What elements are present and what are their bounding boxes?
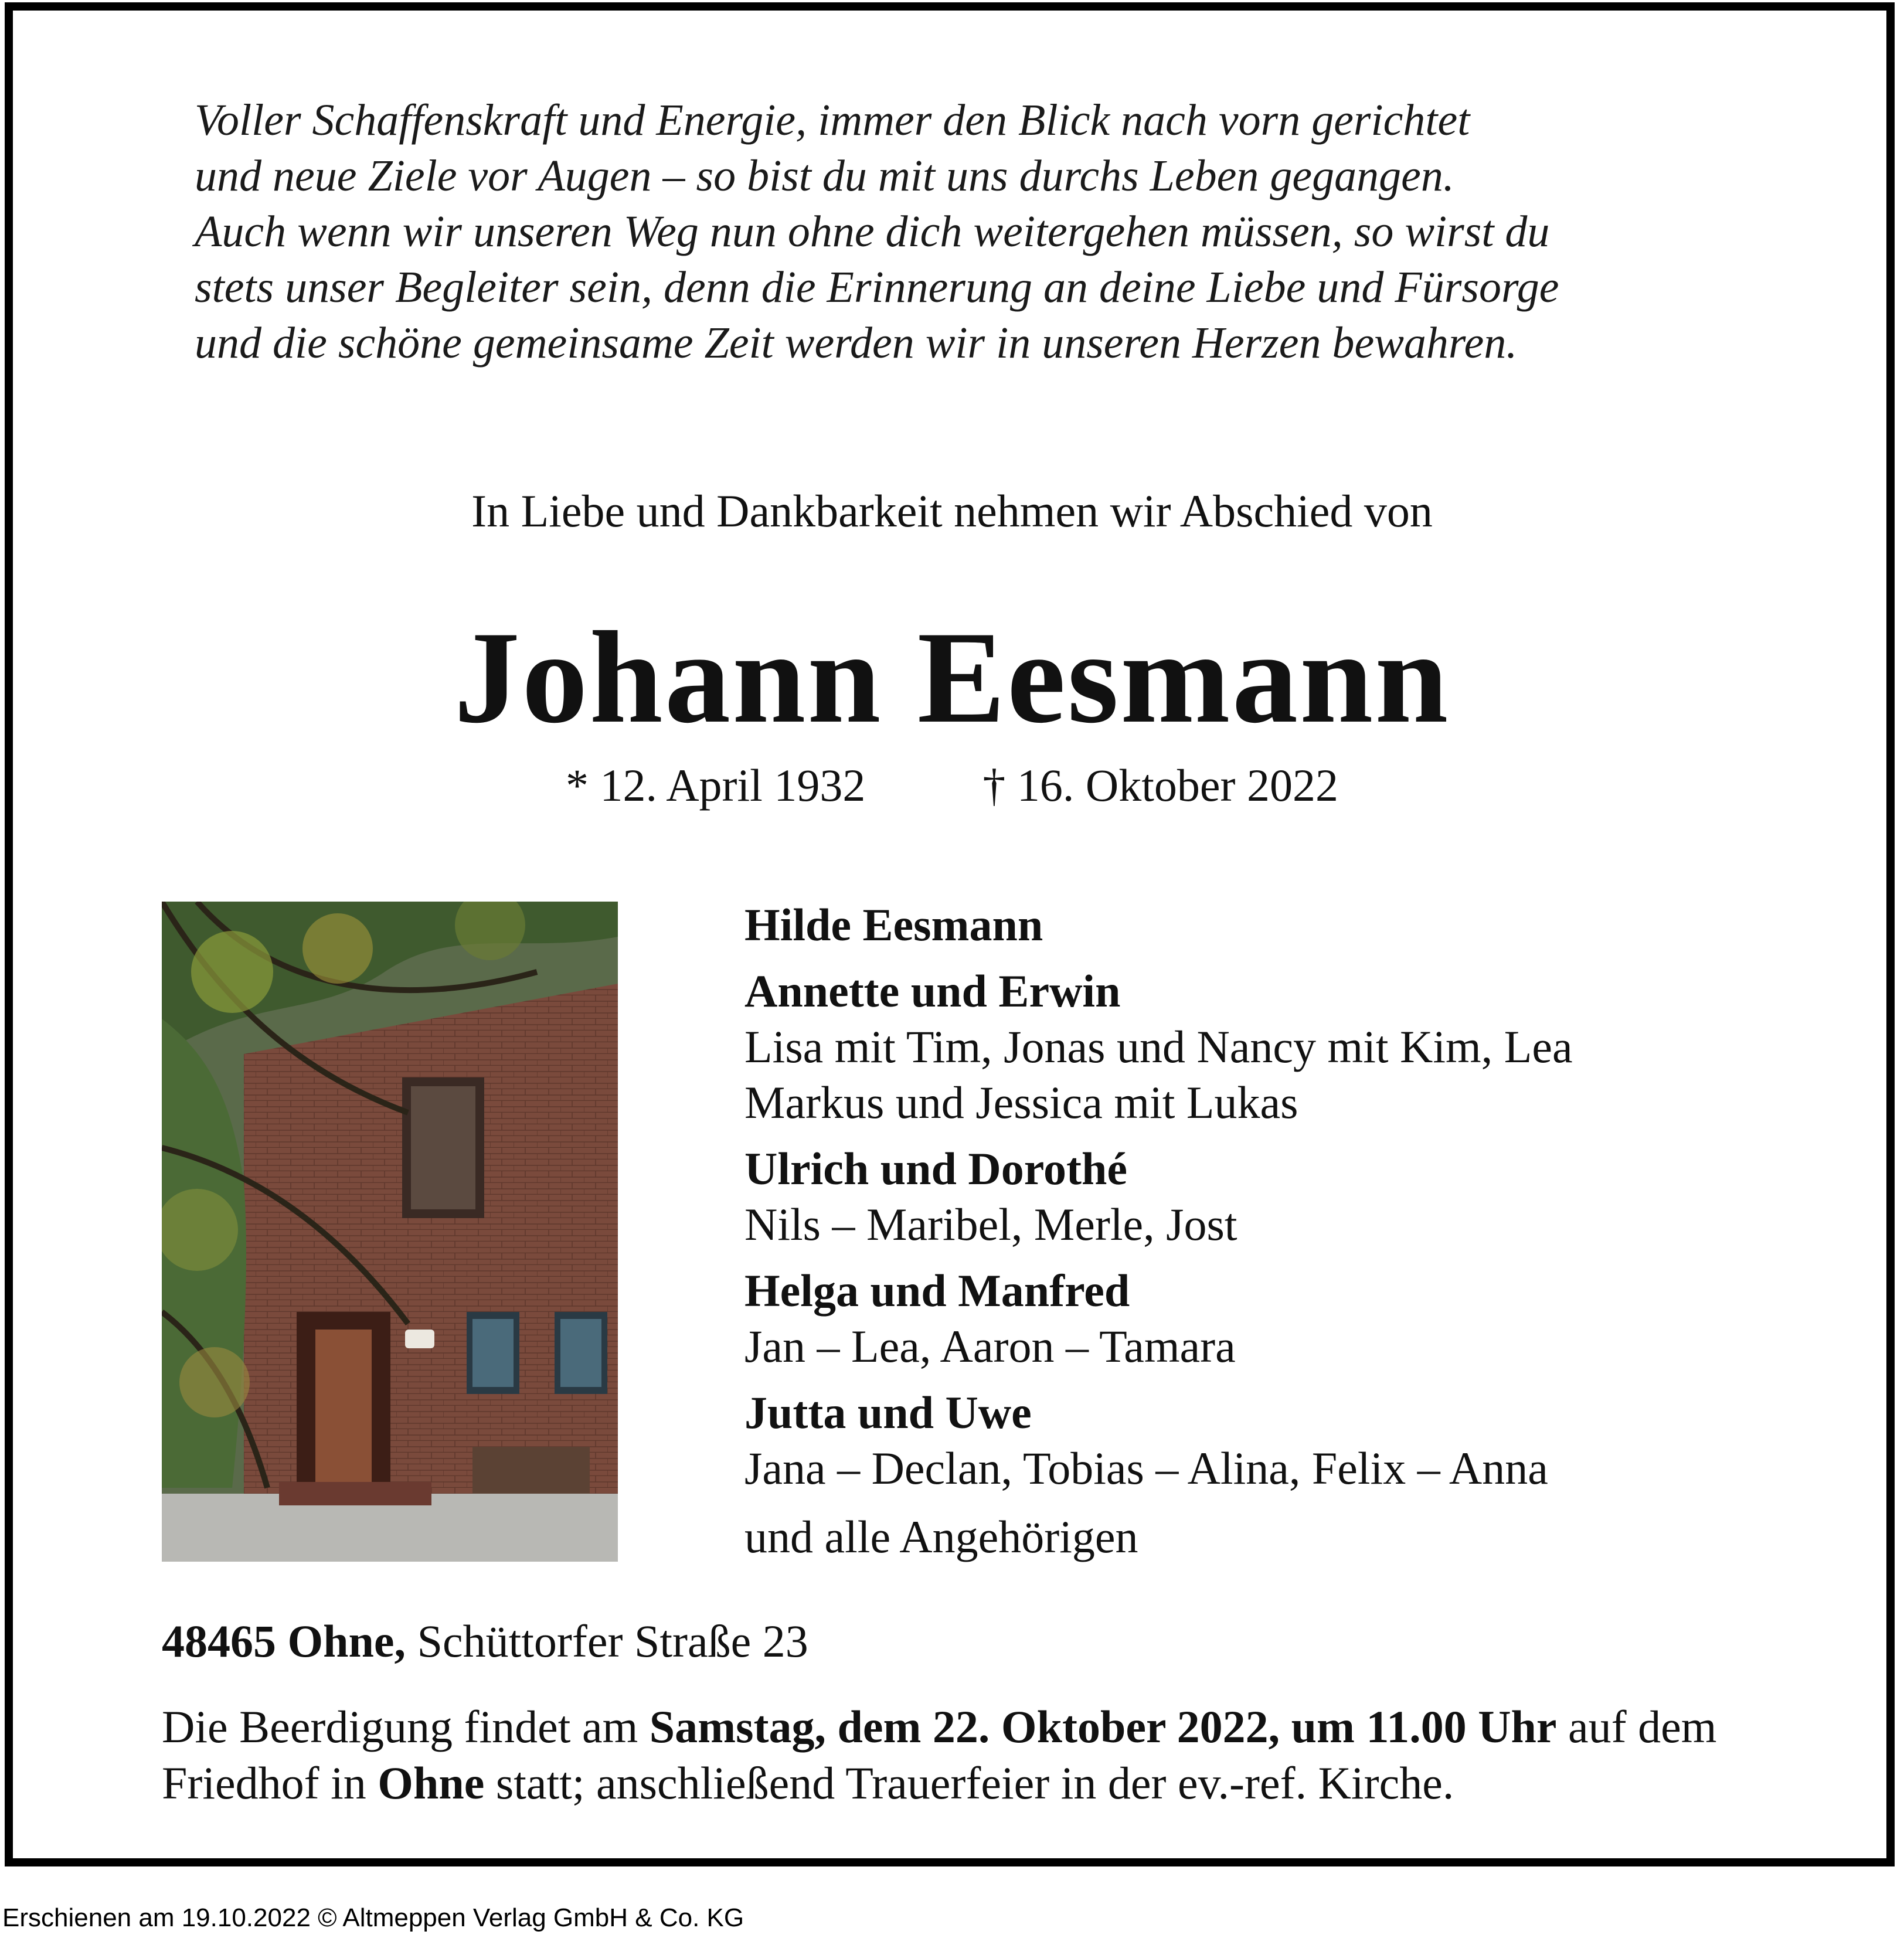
family-group-line: Nils – Maribel, Merle, Jost [744, 1199, 1237, 1250]
poem [195, 93, 1754, 371]
birth-date: * 12. April 1932 [566, 760, 866, 811]
family-group-head: Helga und Manfred [744, 1265, 1130, 1316]
family-group-head: Annette und Erwin [744, 965, 1121, 1016]
house-photo [162, 902, 618, 1562]
poem-line: Auch wenn wir unseren Weg nun ohne dich weitergehen müssen, so wirst du [195, 207, 1550, 256]
burial-text: Die Beerdigung findet am [162, 1701, 650, 1752]
poem-line: Voller Schaffenskraft und Energie, immer den Blick nach vorn gerichtet [195, 96, 1470, 145]
family-group-line: Markus und Jessica mit Lukas [744, 1077, 1298, 1128]
family-group-head: Jutta und Uwe [744, 1387, 1032, 1438]
burial-text: auf dem [1556, 1701, 1717, 1752]
poem-line: und die schöne gemeinsame Zeit werden wir in unseren Herzen bewahren. [195, 318, 1518, 368]
widow-name: Hilde Eesmann [744, 899, 1043, 950]
family-group-line: Jan – Lea, Aaron – Tamara [744, 1321, 1236, 1372]
death-date: † 16. Oktober 2022 [982, 760, 1338, 811]
family-list [744, 897, 1858, 1565]
address-city: 48465 Ohne, [162, 1616, 406, 1667]
intro-line: In Liebe und Dankbarkeit nehmen wir Abschied von [471, 485, 1433, 536]
deceased-name: Johann Eesmann [454, 604, 1450, 750]
family-group-head: Ulrich und Dorothé [744, 1143, 1127, 1194]
poem-line: stets unser Begleiter sein, denn die Erinnerung an deine Liebe und Fürsorge [195, 263, 1559, 312]
burial-place: Ohne [378, 1757, 485, 1808]
publication-footer: Erschienen am 19.10.2022 © Altmeppen Verlag GmbH & Co. KG [2, 1903, 744, 1932]
life-dates [0, 756, 1904, 815]
family-closing: und alle Angehörigen [744, 1511, 1138, 1562]
family-group-line: Jana – Declan, Tobias – Alina, Felix – Anna [744, 1443, 1548, 1494]
burial-notice [162, 1699, 1803, 1811]
poem-line: und neue Ziele vor Augen – so bist du mit uns durchs Leben gegangen. [195, 151, 1454, 200]
burial-date: Samstag, dem 22. Oktober 2022, um 11.00 Uhr [649, 1701, 1557, 1752]
address-street: Schüttorfer Straße 23 [417, 1616, 808, 1667]
burial-text: Friedhof in [162, 1757, 378, 1808]
address [162, 1612, 808, 1671]
family-group-line: Lisa mit Tim, Jonas und Nancy mit Kim, Lea [744, 1021, 1573, 1072]
burial-text: statt; anschließend Trauerfeier in der ev.-ref. Kirche. [484, 1757, 1454, 1808]
